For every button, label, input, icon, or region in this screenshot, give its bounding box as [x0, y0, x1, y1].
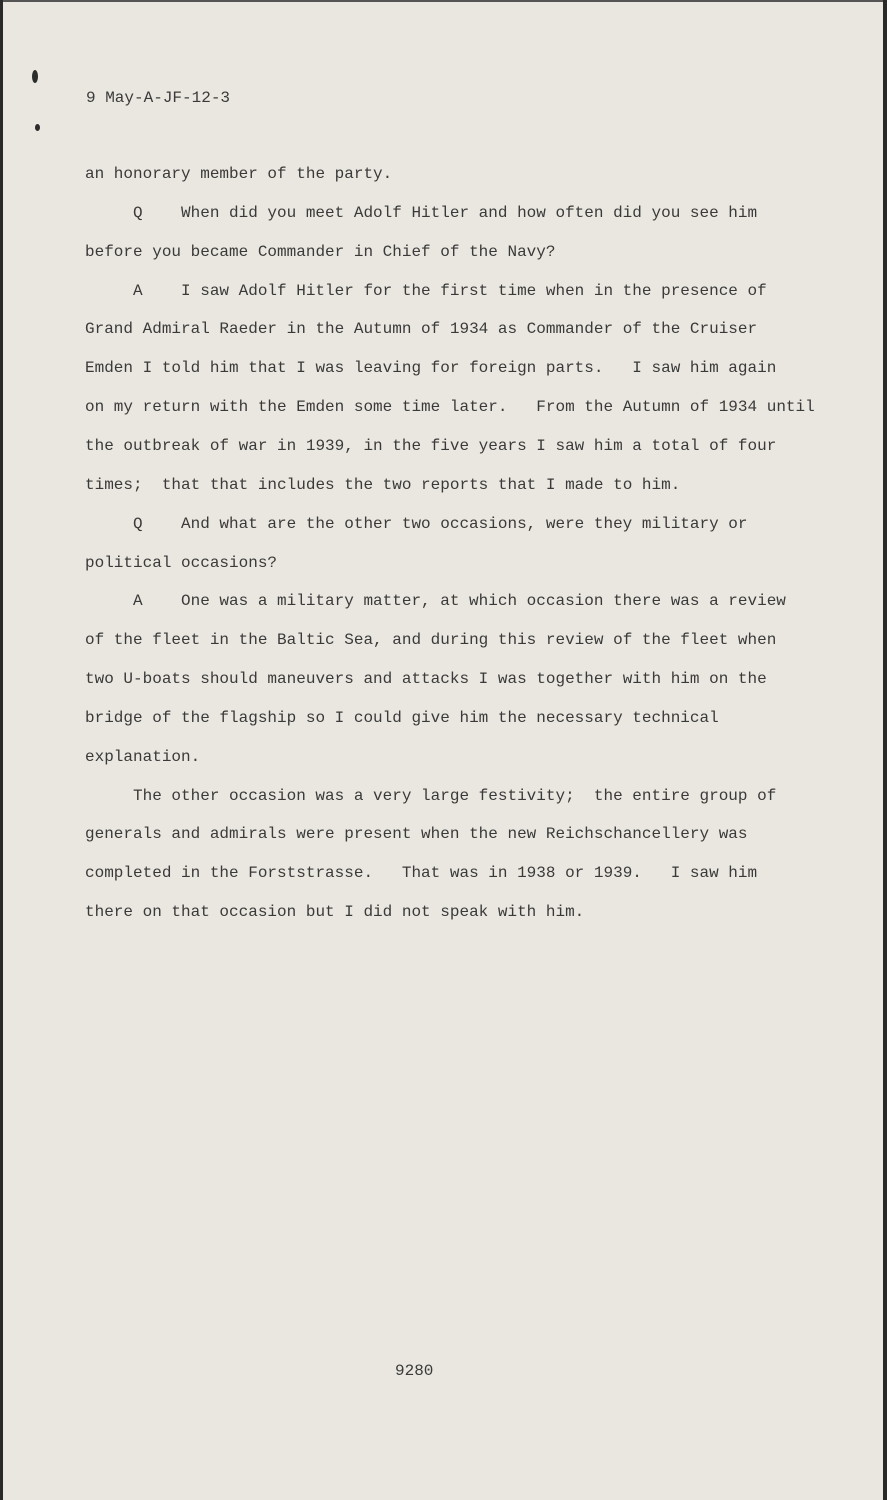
transcript-line: the outbreak of war in 1939, in the five years I saw him a total of four: [85, 436, 777, 455]
binder-hole-mark: [32, 70, 38, 83]
transcript-line: two U-boats should maneuvers and attacks I was together with him on the: [85, 670, 767, 689]
transcript-line: on my return with the Emden some time later. From the Autumn of 1934 until: [85, 398, 815, 417]
transcript-line: an honorary member of the party.: [85, 165, 393, 183]
transcript-line: of the fleet in the Baltic Sea, and during this review of the fleet when: [85, 631, 777, 650]
transcript-line: Emden I told him that I was leaving for foreign parts. I saw him again: [85, 359, 777, 378]
transcript-line: Q When did you meet Adolf Hitler and how often did you see him: [133, 203, 758, 222]
document-reference-header: 9 May-A-JF-12-3: [86, 89, 231, 107]
transcript-line: completed in the Forststrasse. That was in 1938 or 1939. I saw him: [85, 864, 758, 883]
transcript-line: before you became Commander in Chief of the Navy?: [85, 242, 556, 261]
transcript-line: there on that occasion but I did not speak with him.: [85, 903, 585, 922]
transcript-line: generals and admirals were present when the new Reichschancellery was: [85, 825, 748, 844]
page-number: 9280: [395, 1362, 434, 1380]
transcript-line: A I saw Adolf Hitler for the first time when in the presence of: [133, 281, 767, 300]
transcript-line: times; that that includes the two reports that I made to him.: [85, 475, 681, 494]
transcript-line: political occasions?: [85, 553, 278, 572]
transcript-line: bridge of the flagship so I could give him the necessary technical: [85, 708, 719, 727]
page-right-edge: [883, 0, 887, 1500]
page-top-edge: [0, 0, 887, 2]
transcript-line: The other occasion was a very large festivity; the entire group of: [133, 786, 777, 805]
binder-hole-mark: [35, 124, 40, 131]
transcript-line: Grand Admiral Raeder in the Autumn of 1934 as Commander of the Cruiser: [85, 320, 758, 339]
transcript-line: Q And what are the other two occasions, were they military or: [133, 514, 748, 533]
transcript-line: A One was a military matter, at which occasion there was a review: [133, 592, 786, 611]
transcript-line: explanation.: [85, 747, 201, 766]
page-left-edge: [0, 0, 3, 1500]
